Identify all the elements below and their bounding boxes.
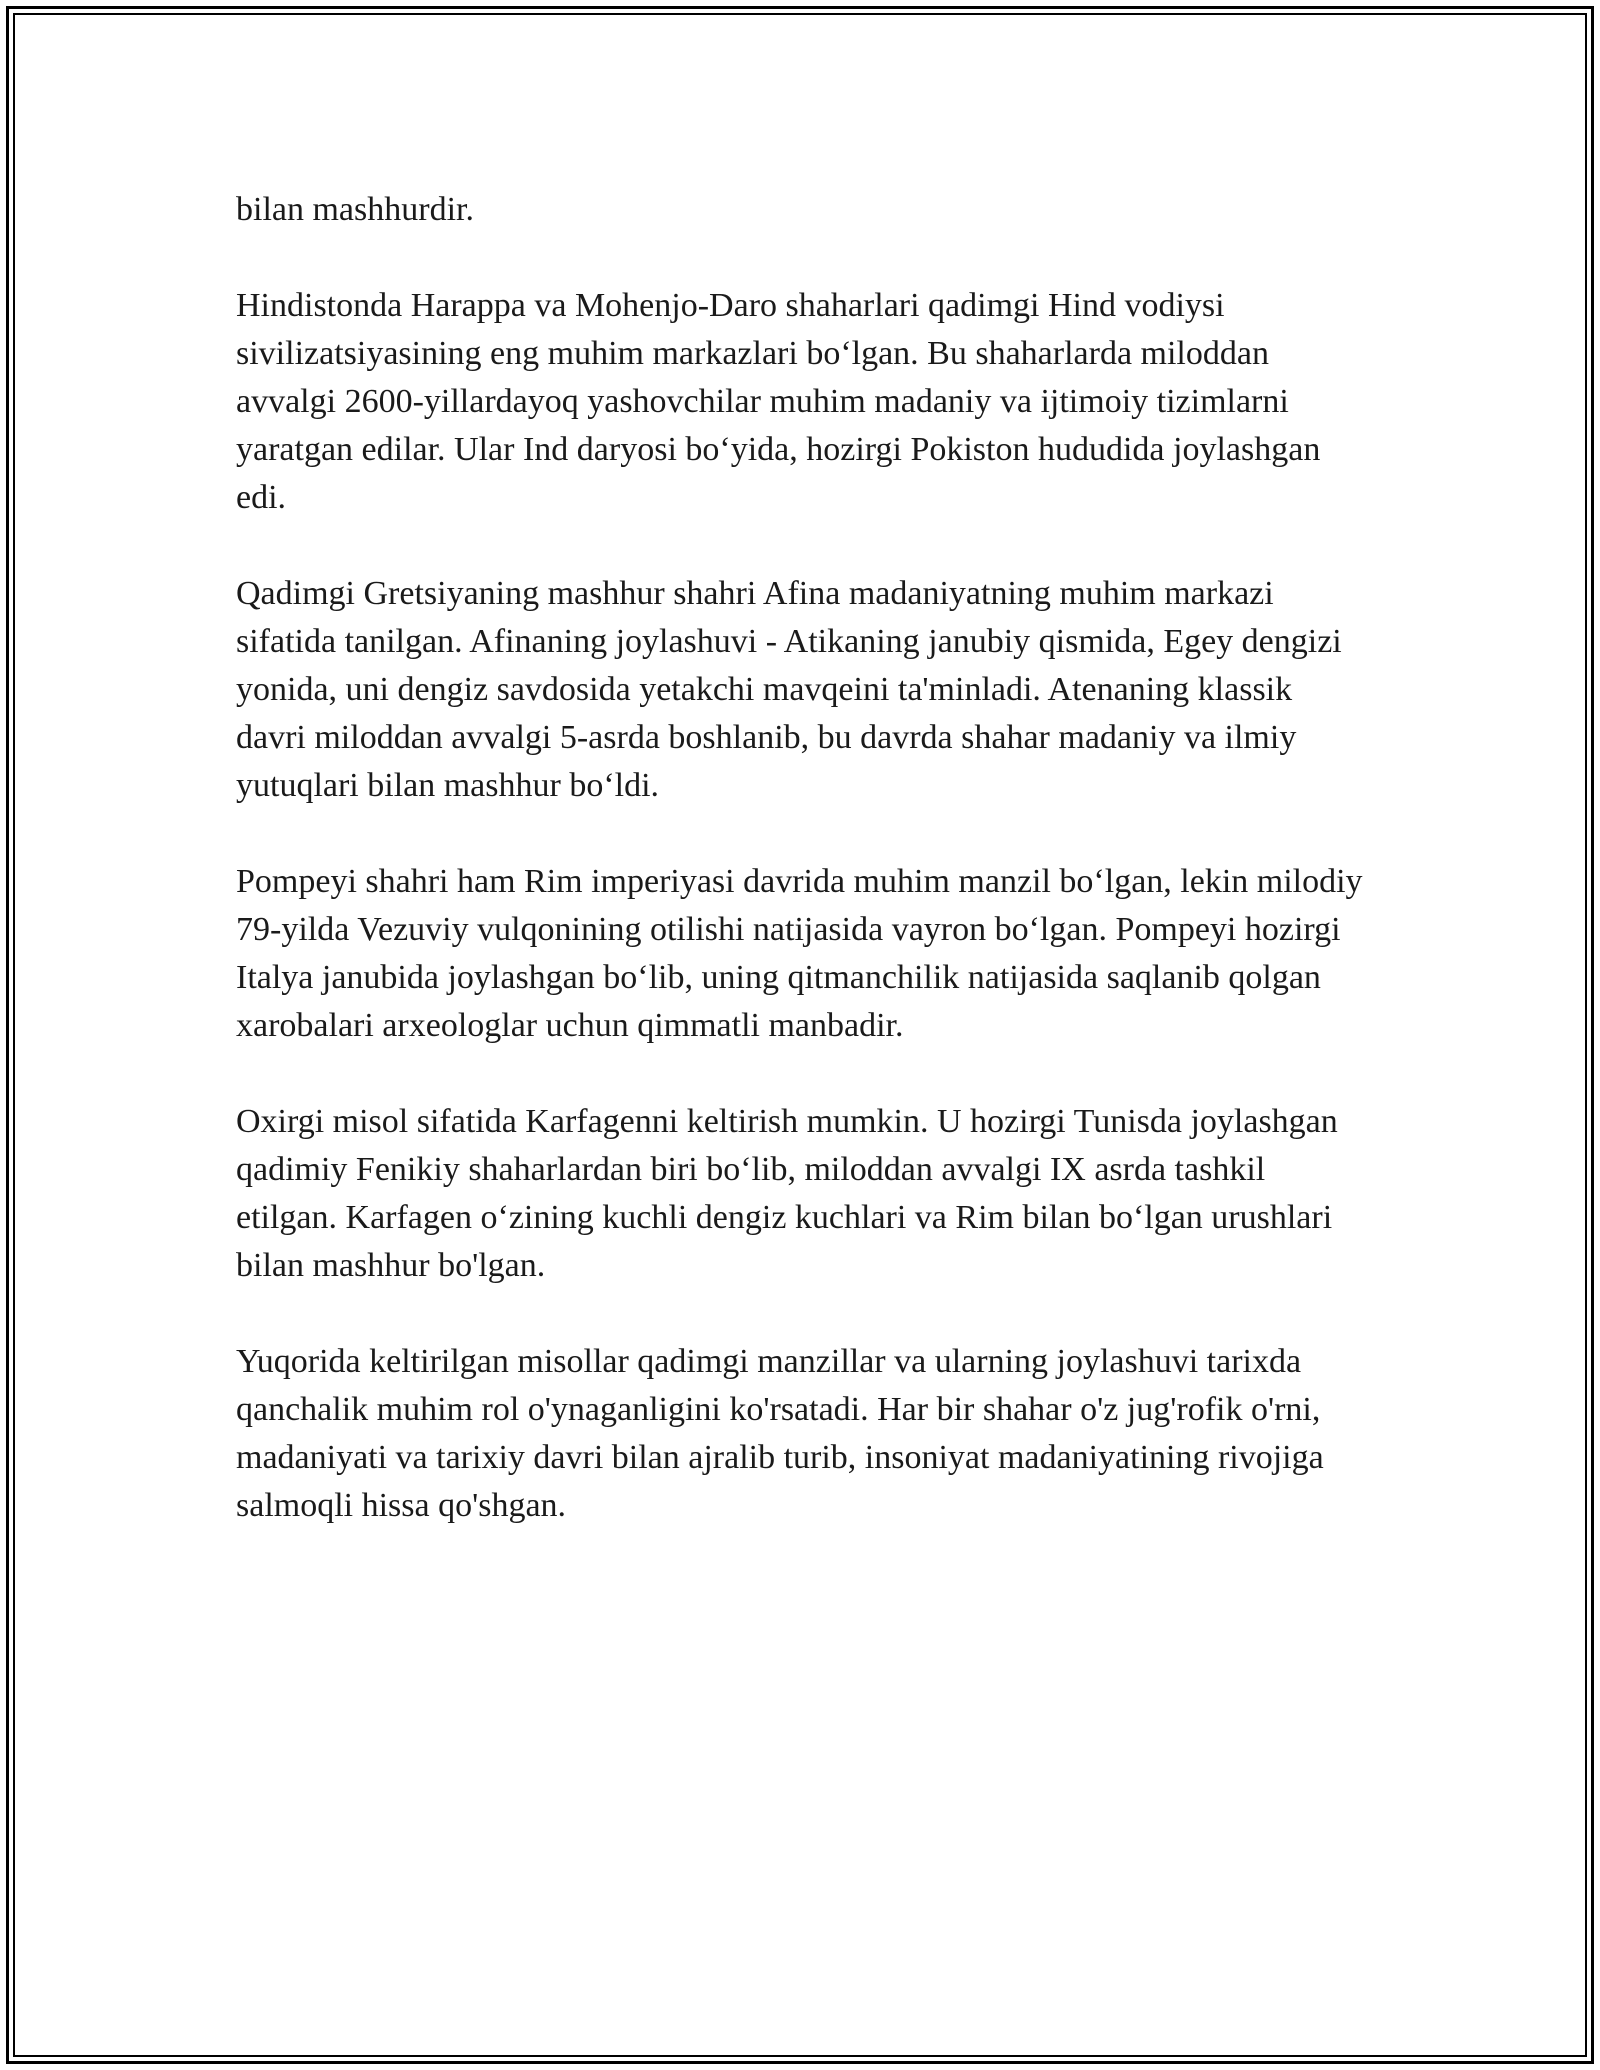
paragraph-karfagen: Oxirgi misol sifatida Karfagenni keltirish mumkin. U hozirgi Tunisda joylashgan qadimiy Fenikiy shaharlardan biri bo‘lib, miloddan avvalgi IX asrda tashkil etilgan. Karfagen o‘zining kuchli dengiz kuchlari va Rim bilan bo‘lgan urushlari bilan mashhur bo'lgan. bbox=[236, 1103, 1338, 1284]
paragraph-harappa: Hindistonda Harappa va Mohenjo-Daro shaharlari qadimgi Hind vodiysi sivilizatsiyasining eng muhim markazlari bo‘lgan. Bu shaharlarda miloddan avvalgi 2600-yillardayoq yashovchilar muhim madaniy va ijtimoiy tizimlarni yaratgan edilar. Ular Ind daryosi bo‘yida, hozirgi Pokiston hududida joylashgan edi. bbox=[236, 287, 1321, 516]
paragraph-afina: Qadimgi Gretsiyaning mashhur shahri Afina madaniyatning muhim markazi sifatida tanilgan. Afinaning joylashuvi - Atikaning janubiy qismida, Egey dengizi yonida, uni dengiz savdosida yetakchi mavqeini ta'minladi. Atenaning klassik davri miloddan avvalgi 5-asrda boshlanib, bu davrda shahar madaniy va ilmiy yutuqlari bilan mashhur bo‘ldi. bbox=[236, 575, 1342, 804]
paragraph-pompeyi: Pompeyi shahri ham Rim imperiyasi davrida muhim manzil bo‘lgan, lekin milodiy 79-yilda Vezuviy vulqonining otilishi natijasida vayron bo‘lgan. Pompeyi hozirgi Italya janubida joylashgan bo‘lib, uning qitmanchilik natijasida saqlanib qolgan xarobalari arxeologlar uchun qimmatli manbadir. bbox=[236, 863, 1363, 1044]
paragraph-continuation: bilan mashhurdir. bbox=[236, 191, 474, 228]
paragraph-conclusion: Yuqorida keltirilgan misollar qadimgi manzillar va ularning joylashuvi tarixda qanchalik muhim rol o'ynaganligini ko'rsatadi. Har bir shahar o'z jug'rofik o'rni, madaniyati va tarixiy davri bilan ajralib turib, insoniyat madaniyatining rivojiga salmoqli hissa qo'shgan. bbox=[236, 1343, 1324, 1524]
document-body bbox=[236, 186, 1366, 1530]
